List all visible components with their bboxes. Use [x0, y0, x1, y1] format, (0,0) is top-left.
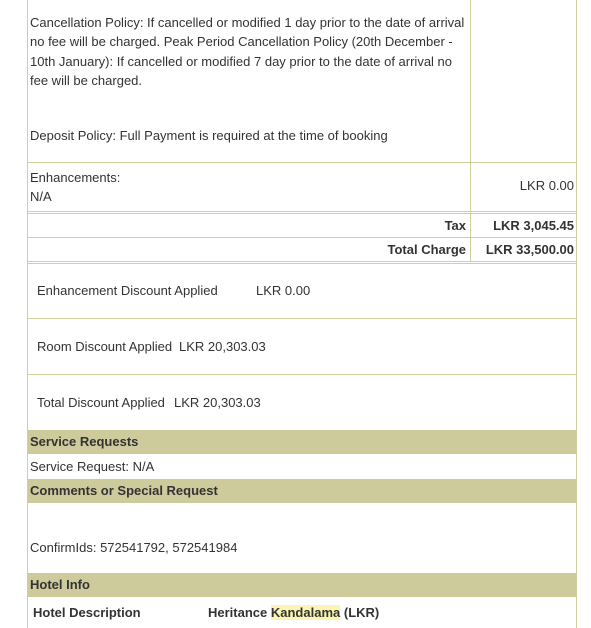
hotel-name: [208, 605, 379, 620]
divider: [28, 237, 576, 238]
divider: [28, 261, 576, 262]
hotel-name-prefix: Heritance: [208, 605, 268, 620]
enhancements-block: [30, 168, 120, 207]
room-discount-label: Room Discount Applied: [37, 339, 173, 354]
divider: [28, 162, 576, 163]
divider: [28, 318, 576, 319]
service-requests-header: Service Requests: [28, 430, 576, 454]
hotel-name-highlight: Kandalama: [270, 605, 341, 620]
total-discount-label: Total Discount Applied: [37, 395, 165, 410]
divider: [28, 213, 576, 214]
tax-value: LKR 3,045.45: [493, 218, 574, 233]
confirm-ids-text: ConfirmIds: 572541792, 572541984: [30, 540, 238, 555]
comments-header: Comments or Special Request: [28, 479, 576, 503]
column-divider: [470, 0, 471, 262]
total-charge-value: LKR 33,500.00: [485, 242, 574, 257]
hotel-info-header: Hotel Info: [28, 573, 576, 597]
divider: [28, 374, 576, 375]
enhancements-amount: LKR 0.00: [519, 178, 574, 193]
enhancements-value: N/A: [30, 189, 52, 205]
booking-details-frame: [27, 0, 577, 628]
hotel-name-suffix: (LKR): [343, 605, 380, 620]
enhancement-discount-value: LKR 0.00: [256, 283, 311, 298]
enhancement-discount-label: Enhancement Discount Applied: [37, 283, 218, 298]
enhancements-label: Enhancements:: [30, 170, 121, 185]
divider: [28, 263, 576, 264]
room-discount-value: LKR 20,303.03: [179, 339, 266, 354]
cancellation-policy-text: Cancellation Policy: If cancelled or modified 1 day prior to the date of arrival no fee will be charged. Peak Period Cancellation Policy (20th December - 10th January): If cancelled or modified 7 day prior to the date of arrival no fee will be charged.: [30, 15, 465, 88]
divider: [28, 211, 576, 212]
total-charge-label: Total Charge: [387, 242, 466, 257]
tax-label: Tax: [444, 218, 466, 233]
total-discount-value: LKR 20,303.03: [174, 395, 261, 410]
hotel-description-label: Hotel Description: [33, 605, 141, 620]
service-request-text: Service Request: N/A: [30, 459, 155, 474]
deposit-policy-text: Deposit Policy: Full Payment is required at the time of booking: [30, 128, 388, 143]
